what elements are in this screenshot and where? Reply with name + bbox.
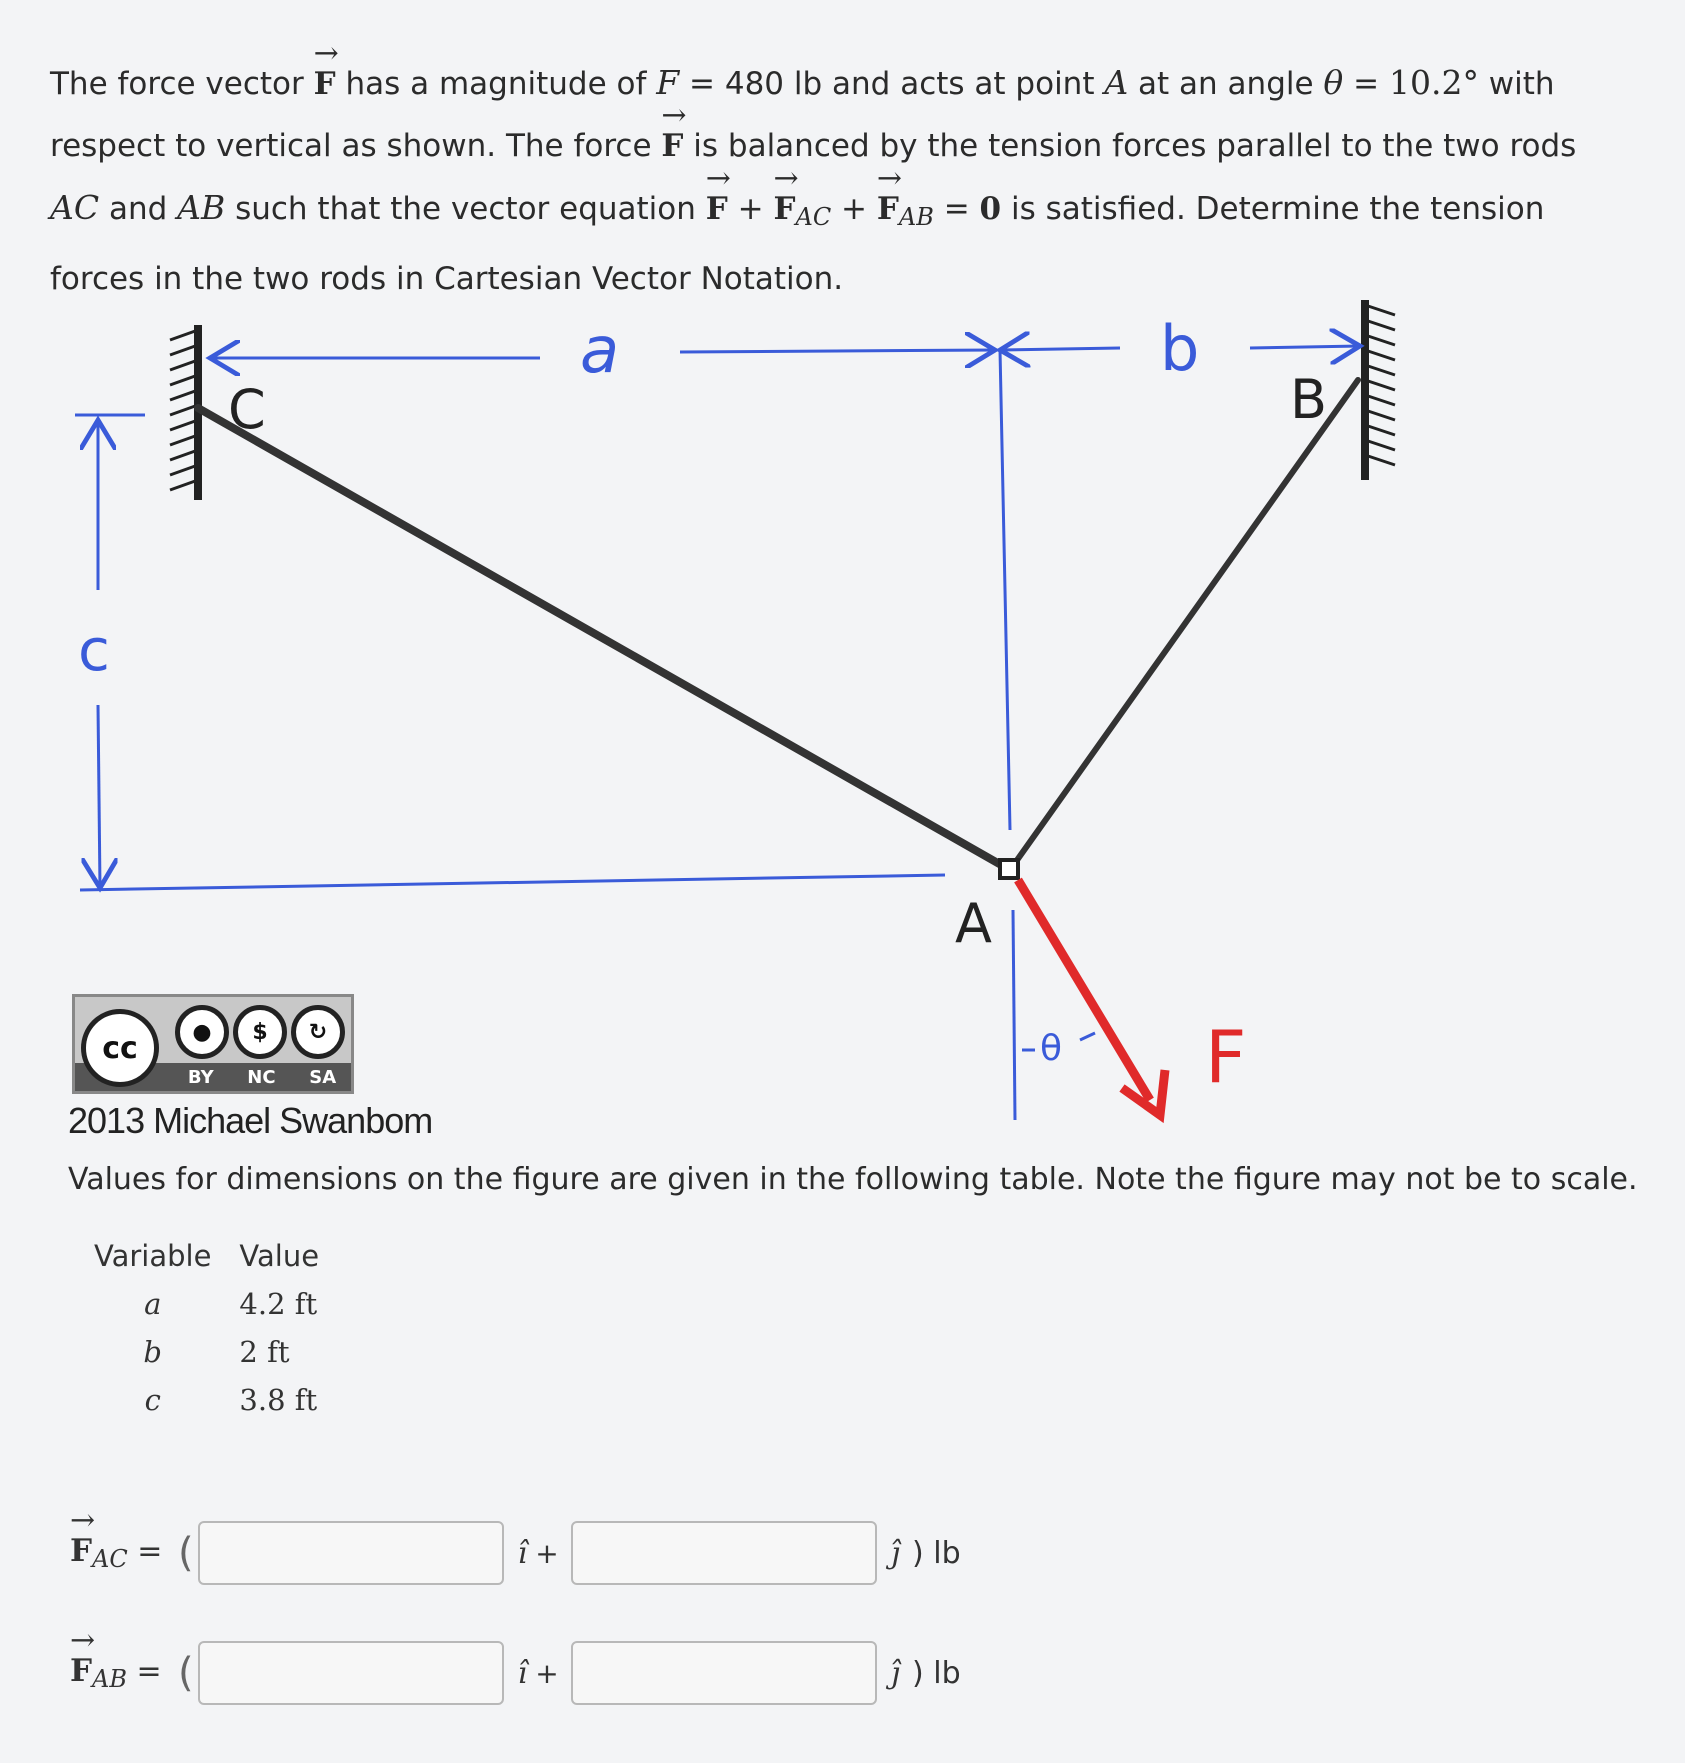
i-hat-icon: î bbox=[517, 1655, 528, 1691]
problem-text: has a magnitude of bbox=[335, 66, 657, 102]
label-a: a bbox=[580, 314, 620, 388]
theta-ref-line bbox=[1013, 910, 1015, 1120]
fac-open-paren: ( bbox=[178, 1530, 194, 1576]
problem-text: such that the vector equation bbox=[225, 191, 706, 227]
force-arrow bbox=[1018, 880, 1165, 1115]
header-value: Value bbox=[239, 1239, 320, 1273]
wall-c bbox=[170, 325, 198, 500]
table-row bbox=[80, 1280, 333, 1328]
fab-unit: ) lb bbox=[912, 1655, 961, 1691]
cc-nc-label: NC bbox=[247, 1067, 276, 1088]
cc-license-badge bbox=[72, 994, 354, 1094]
dim-b-left bbox=[1000, 348, 1120, 350]
label-b: b bbox=[1160, 312, 1200, 385]
answer-row-fac bbox=[70, 1518, 961, 1588]
problem-text: is balanced by the tension forces parallel to the two rods bbox=[683, 128, 1577, 164]
cc-icon: cc bbox=[81, 1009, 159, 1087]
force-variable: F bbox=[656, 63, 680, 102]
cc-by-label: BY bbox=[187, 1067, 214, 1088]
rod-ac-symbol: AC bbox=[50, 188, 100, 227]
sharealike-icon: ↻ bbox=[291, 1005, 345, 1059]
problem-text: with respect to vertical as shown. The force bbox=[50, 66, 1555, 164]
row-value: 3.8 ft bbox=[239, 1383, 318, 1417]
fab-equals: = bbox=[136, 1654, 162, 1689]
dim-c-bottom-ext bbox=[80, 875, 945, 890]
joint-a bbox=[1000, 860, 1018, 878]
attribution-icon: ● bbox=[175, 1005, 229, 1059]
fab-vector-symbol: → F bbox=[70, 1653, 92, 1689]
table-row bbox=[80, 1328, 333, 1376]
row-value: 2 ft bbox=[239, 1335, 290, 1369]
j-hat-icon: ĵ bbox=[890, 1535, 900, 1571]
fac-plus: + bbox=[535, 1536, 559, 1570]
equation-fab: → F bbox=[877, 178, 899, 240]
label-point-a: A bbox=[955, 892, 992, 955]
fac-subscript: AC bbox=[92, 1545, 128, 1573]
table-header-row bbox=[80, 1232, 333, 1280]
row-value: 4.2 ft bbox=[239, 1287, 318, 1321]
table-row bbox=[80, 1376, 333, 1424]
fac-vector-symbol: → F bbox=[70, 1533, 92, 1569]
label-theta: θ bbox=[1040, 1028, 1063, 1069]
problem-text: and bbox=[99, 191, 178, 227]
credit-text: 2013 Michael Swanbom bbox=[68, 1100, 433, 1141]
problem-text: and acts at point bbox=[822, 66, 1105, 102]
plus-sign: + bbox=[727, 191, 774, 227]
label-point-c: C bbox=[228, 378, 266, 441]
fac-unit: ) lb bbox=[912, 1535, 961, 1571]
fab-label bbox=[70, 1653, 178, 1693]
fab-plus: + bbox=[535, 1656, 559, 1690]
rod-ab-symbol: AB bbox=[177, 188, 226, 227]
fac-y-input[interactable] bbox=[571, 1521, 877, 1585]
point-a-symbol: A bbox=[1104, 63, 1129, 102]
equals-sign: = bbox=[1343, 66, 1389, 102]
answer-row-fab bbox=[70, 1638, 961, 1708]
dim-a-ext bbox=[1000, 350, 1010, 830]
label-force-f: F bbox=[1205, 1015, 1247, 1099]
theta-symbol: θ bbox=[1323, 63, 1344, 102]
dimension-note: Values for dimensions on the figure are given in the following table. Note the figure may not be to scale. bbox=[68, 1162, 1638, 1197]
force-vector-symbol: → F bbox=[314, 53, 336, 115]
i-hat-icon: î bbox=[517, 1535, 528, 1571]
row-var: c bbox=[144, 1383, 161, 1417]
equation-fac-subscript: AC bbox=[795, 203, 832, 231]
values-table bbox=[80, 1232, 333, 1424]
plus-sign: + bbox=[831, 191, 877, 227]
fac-x-input[interactable] bbox=[198, 1521, 504, 1585]
equals-sign: = bbox=[679, 66, 725, 102]
force-magnitude: 480 lb bbox=[724, 66, 823, 102]
fab-subscript: AB bbox=[92, 1665, 127, 1693]
dim-c-down bbox=[98, 705, 100, 888]
fac-equals: = bbox=[137, 1534, 163, 1569]
wall-b bbox=[1365, 300, 1395, 480]
problem-text: is satisfied. Determine the tension forces in the two rods in Cartesian Vector Notation. bbox=[50, 191, 1545, 297]
equation-f: → F bbox=[706, 178, 728, 240]
fab-open-paren: ( bbox=[178, 1650, 194, 1696]
row-var: a bbox=[144, 1287, 162, 1321]
header-variable: Variable bbox=[94, 1239, 212, 1273]
equals-sign: = bbox=[933, 191, 980, 227]
noncommercial-icon: $ bbox=[233, 1005, 287, 1059]
fab-y-input[interactable] bbox=[571, 1641, 877, 1705]
angle-value: 10.2° bbox=[1388, 63, 1479, 102]
rod-ac bbox=[198, 408, 1010, 870]
problem-text: The force vector bbox=[50, 66, 314, 102]
equation-fab-subscript: AB bbox=[898, 203, 934, 231]
cc-sa-label: SA bbox=[309, 1067, 337, 1088]
equation-fac: → F bbox=[773, 178, 795, 240]
label-point-b: B bbox=[1290, 368, 1328, 431]
label-c-dim: c bbox=[78, 616, 110, 684]
fab-x-input[interactable] bbox=[198, 1641, 504, 1705]
cc-labels bbox=[171, 1067, 353, 1088]
row-var: b bbox=[143, 1335, 162, 1369]
problem-text: at an angle bbox=[1128, 66, 1324, 102]
dim-b-right bbox=[1250, 346, 1360, 348]
fac-label bbox=[70, 1533, 178, 1573]
force-vector-symbol: → F bbox=[661, 115, 683, 177]
j-hat-icon: ĵ bbox=[890, 1655, 900, 1691]
dim-a-right bbox=[680, 350, 995, 352]
zero-vector: 0 bbox=[979, 191, 1002, 227]
rod-ab bbox=[1010, 380, 1358, 870]
